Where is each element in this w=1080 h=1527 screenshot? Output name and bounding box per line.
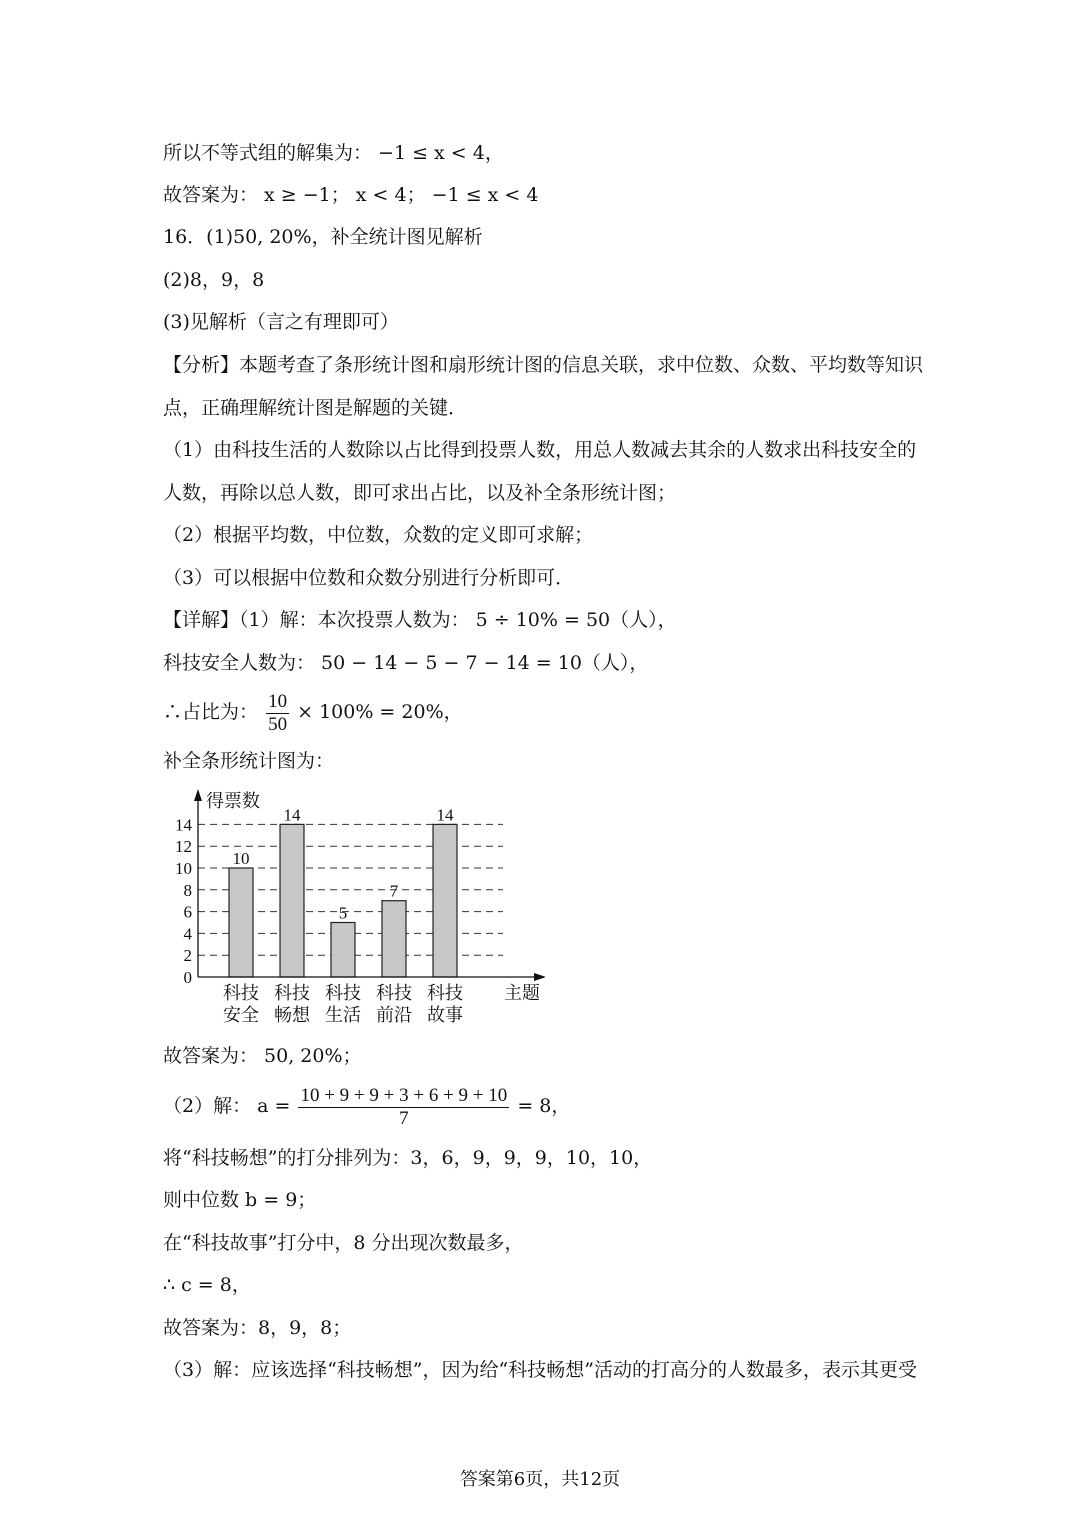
analysis-line-2: 点，正确理解统计图是解题的关键． xyxy=(163,397,468,419)
mode-reason-line: 在“科技故事”打分中，8 分出现次数最多， xyxy=(163,1232,524,1254)
analysis-step-1b: 人数，再除以总人数，即可求出占比，以及补全条形统计图； xyxy=(163,482,677,504)
ratio-denominator: 50 xyxy=(268,713,288,735)
part-3-line: （3）解：应该选择“科技畅想”，因为给“科技畅想”活动的打高分的人数最多，表示其更受 xyxy=(163,1359,917,1381)
question-16-answer-1: 16．(1)50, 20%，补全统计图见解析 xyxy=(163,226,483,248)
median-line: 则中位数 b = 9； xyxy=(163,1189,317,1211)
category-label-line1: 科技 xyxy=(427,983,463,1003)
analysis-step-3: （3）可以根据中位数和众数分别进行分析即可． xyxy=(163,567,575,589)
data-label: 14 xyxy=(283,805,301,825)
y-tick-label: 12 xyxy=(175,837,192,857)
ratio-line xyxy=(163,688,463,736)
ratio-suffix: × 100% = 20%， xyxy=(297,701,463,723)
detail-line-2: 科技安全人数为： 50 − 14 − 5 − 7 − 14 = 10（人）， xyxy=(163,652,649,674)
mean-prefix: （2）解： a = xyxy=(163,1095,291,1117)
page-footer: 答案第6页，共12页 xyxy=(459,1469,621,1490)
y-axis-arrow xyxy=(194,789,202,801)
analysis-step-2: （2）根据平均数，中位数，众数的定义即可求解； xyxy=(163,524,594,546)
mean-numerator: 10 + 9 + 9 + 3 + 6 + 9 + 10 xyxy=(300,1084,508,1106)
mode-line: ∴ c = 8， xyxy=(163,1274,251,1296)
question-16-answer-2: (2)8，9，8 xyxy=(163,269,265,291)
mean-denominator: 7 xyxy=(399,1107,409,1129)
data-label: 14 xyxy=(436,805,454,825)
answer-line-2: 故答案为：8，9，8； xyxy=(163,1317,352,1339)
x-axis-arrow xyxy=(534,973,545,981)
mean-line xyxy=(163,1082,570,1130)
mean-fraction xyxy=(298,1085,509,1130)
ratio-fraction xyxy=(266,691,289,736)
category-label-line2: 安全 xyxy=(223,1005,259,1025)
y-tick-label: 14 xyxy=(175,815,192,835)
bar xyxy=(280,824,304,977)
x-axis-title: 主题 xyxy=(504,983,540,1003)
category-label-line2: 生活 xyxy=(325,1005,361,1025)
bar xyxy=(382,901,406,977)
y-tick-label: 4 xyxy=(183,924,192,944)
chart-intro: 补全条形统计图为： xyxy=(163,750,335,772)
category-label-line2: 故事 xyxy=(427,1005,463,1025)
ratio-prefix: ∴占比为： xyxy=(163,701,259,723)
y-tick-label: 0 xyxy=(183,968,192,987)
category-label-line1: 科技 xyxy=(325,983,361,1003)
y-tick-label: 8 xyxy=(183,880,192,900)
category-label-line1: 科技 xyxy=(274,983,310,1003)
bar xyxy=(229,868,253,977)
category-label-line2: 畅想 xyxy=(274,1005,310,1025)
ratio-numerator: 10 xyxy=(268,690,288,712)
answer-line-1: 故答案为： 50, 20%； xyxy=(163,1045,362,1067)
question-16-answer-3: (3)见解析（言之有理即可） xyxy=(163,311,399,333)
y-tick-label: 2 xyxy=(183,946,192,966)
sorted-scores-line: 将“科技畅想”的打分排列为：3，6，9，9，9，10，10， xyxy=(163,1147,653,1169)
y-axis-title: 得票数 xyxy=(206,791,260,811)
answer-line-15: 故答案为： x ≥ −1； x < 4； −1 ≤ x < 4 xyxy=(163,184,539,206)
category-label-line1: 科技 xyxy=(223,983,259,1003)
data-label: 7 xyxy=(389,881,399,901)
mean-suffix: = 8， xyxy=(517,1095,571,1117)
analysis-line-1: 【分析】本题考查了条形统计图和扇形统计图的信息关联，求中位数、众数、平均数等知识 xyxy=(163,354,924,376)
bar xyxy=(331,923,355,978)
bar xyxy=(433,824,457,977)
y-tick-label: 6 xyxy=(183,902,192,922)
solution-set-line: 所以不等式组的解集为： −1 ≤ x < 4， xyxy=(163,142,504,164)
bar-chart xyxy=(165,785,545,1035)
y-tick-label: 10 xyxy=(175,859,192,878)
data-label: 5 xyxy=(338,903,348,923)
analysis-step-1a: （1）由科技生活的人数除以占比得到投票人数，用总人数减去其余的人数求出科技安全的 xyxy=(163,439,917,461)
category-label-line1: 科技 xyxy=(376,983,412,1003)
detail-line-1: 【详解】（1）解：本次投票人数为： 5 ÷ 10% = 50（人）， xyxy=(163,609,677,631)
category-label-line2: 前沿 xyxy=(376,1005,412,1025)
data-label: 10 xyxy=(232,849,250,868)
